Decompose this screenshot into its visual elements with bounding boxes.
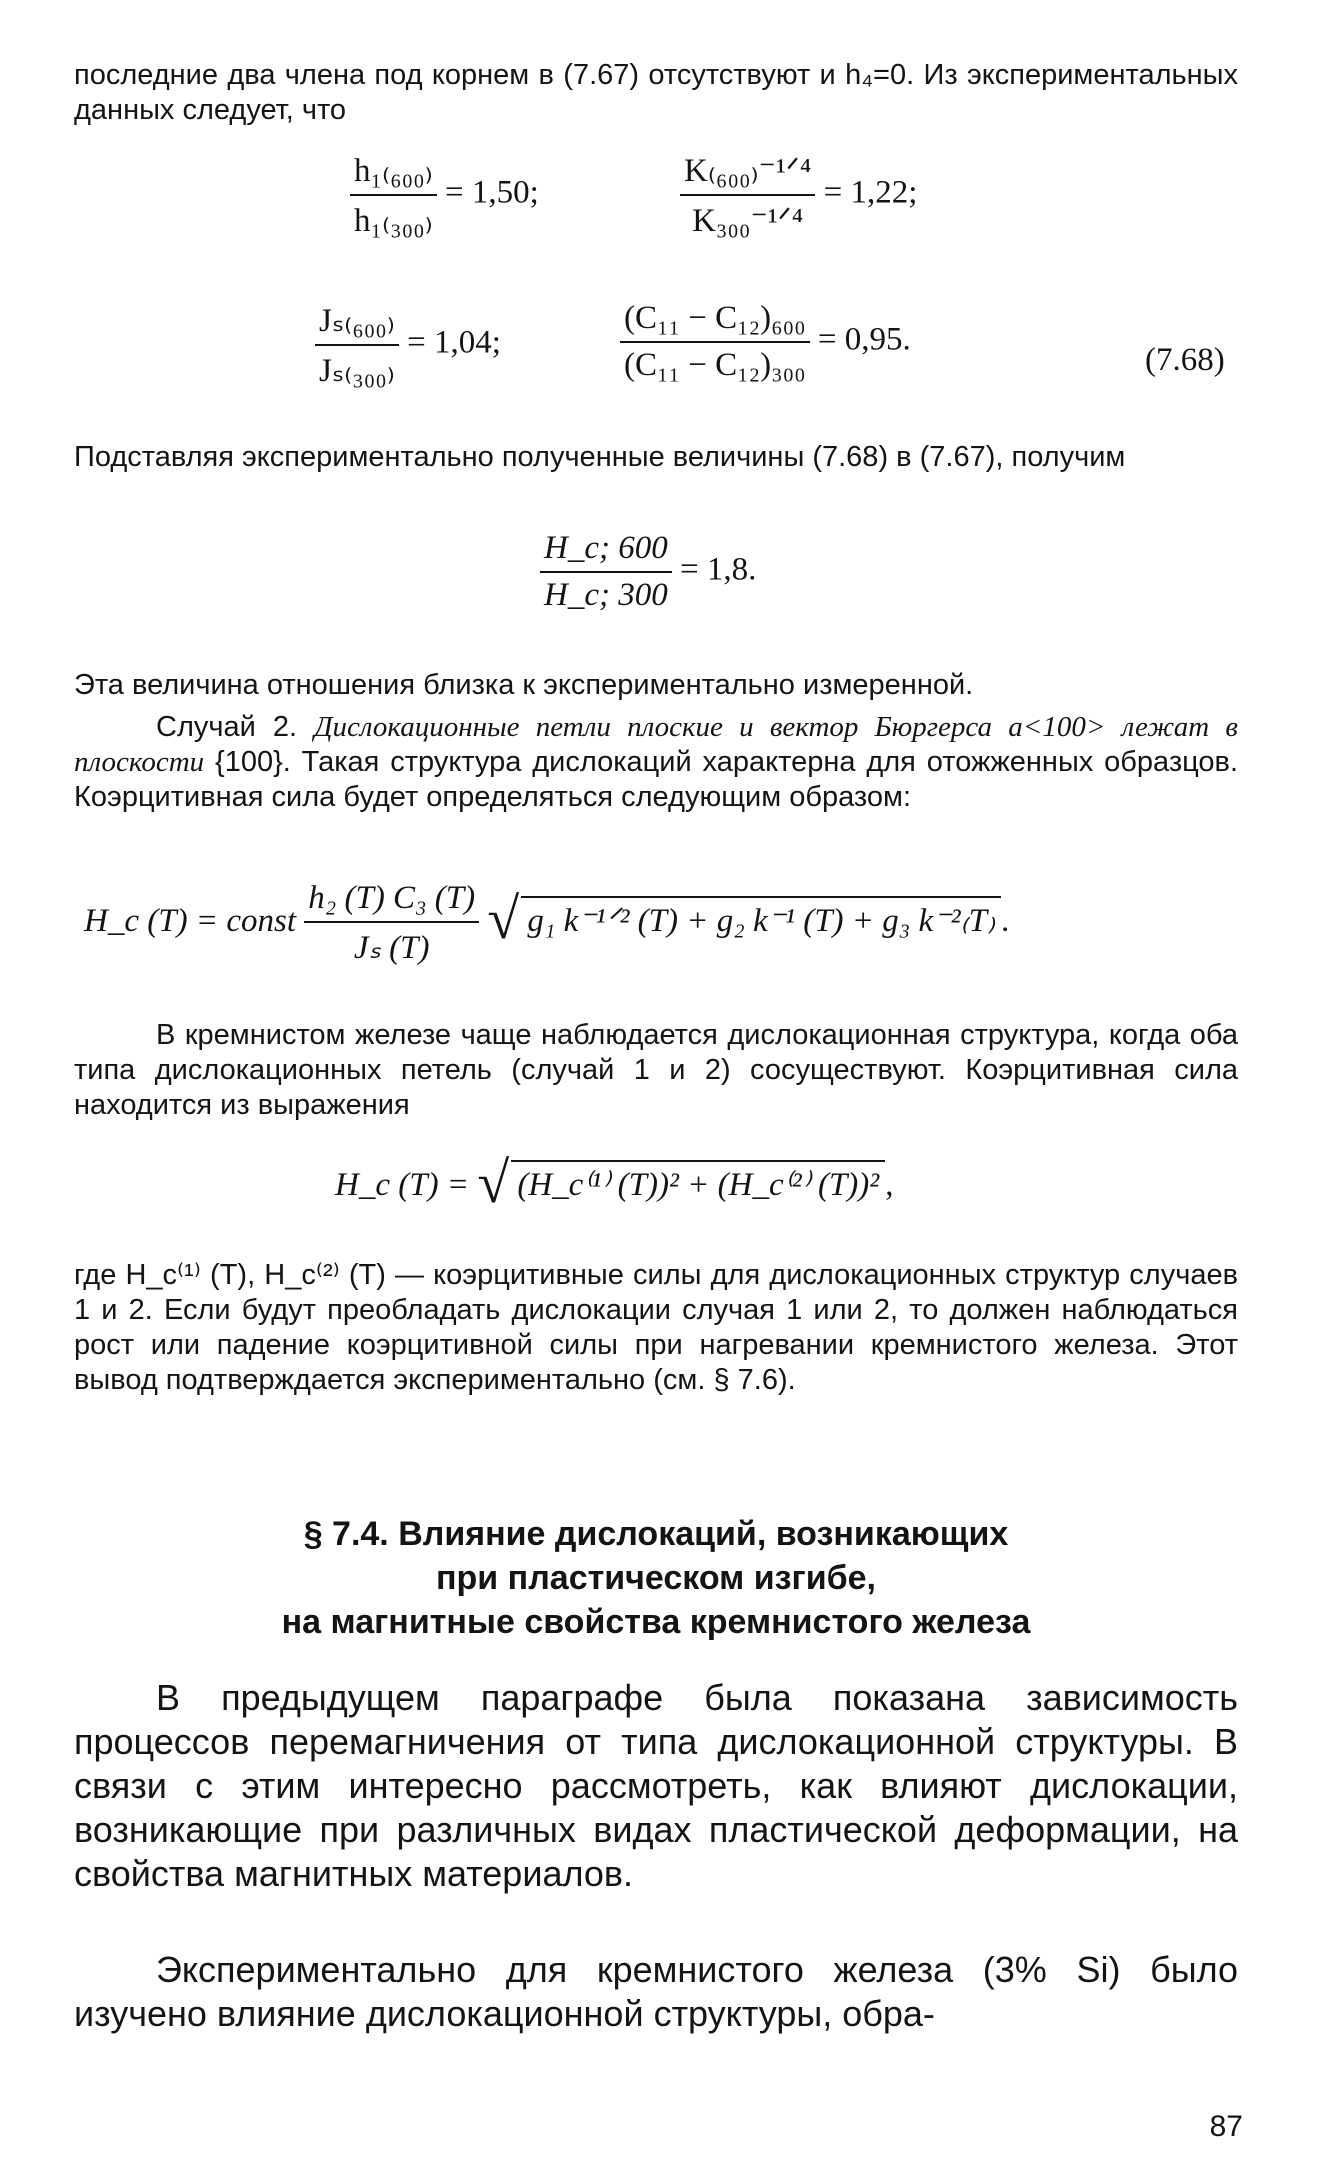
equation-hc-case2	[84, 880, 1009, 967]
radicand: g₁ k⁻¹ᐟ² (T) + g₂ k⁻¹ (T) + g₃ k⁻²₍T₎	[521, 896, 1001, 940]
equation-lhs: H_c (T) = const	[84, 903, 296, 940]
equation-tail: ,	[885, 1167, 894, 1203]
square-root	[487, 886, 1001, 952]
page-number: 87	[1209, 2110, 1243, 2143]
equation-value: = 1,22;	[823, 174, 918, 211]
section-heading	[74, 1512, 1238, 1644]
radicand: (H_c⁽¹⁾ (T))² + (H_c⁽²⁾ (T))²	[511, 1160, 885, 1204]
fraction-numerator: Jₛ₍₆₀₀₎	[315, 300, 399, 346]
fraction-numerator: (C₁₁ − C₁₂)₆₀₀	[620, 300, 810, 343]
paragraph-substitution: Подставляя экспериментально полученные величины (7.68) в (7.67), получим	[74, 441, 1126, 473]
equation-ratio-js	[315, 300, 501, 390]
paragraph-explanation: где H_c⁽¹⁾ (T), H_c⁽²⁾ (T) — коэрцитивные силы для дислокационных структур случаев 1 и 2. Если будут преобладать дислокации случая 1 или 2, то должен наблюдаться рост или падение коэрцитивной силы при нагревании кремнистого железа. Этот вывод подтверждается экспериментально (см. § 7.6).	[74, 1259, 1238, 1396]
equation-hc-ratio	[540, 530, 756, 614]
equation-ratio-h1	[350, 150, 539, 240]
fraction-denominator: h₁₍₃₀₀₎	[354, 203, 433, 239]
paragraph-conclusion: Эта величина отношения близка к экспериментально измеренной.	[74, 669, 974, 701]
equation-number: (7.68)	[1145, 342, 1225, 378]
fraction-numerator: H_c; 600	[540, 530, 672, 573]
paragraph-case-2	[74, 710, 1238, 815]
heading-line: на магнитные свойства кремнистого железа	[281, 1603, 1031, 1641]
paragraph-section-intro: В предыдущем параграфе была показана зависимость процессов перемагничения от типа дислокационной структуры. В связи с этим интересно рассмотреть, как влияют дислокации, возникающие при различных видах пластической деформации, на свойства магнитных материалов.	[74, 1677, 1238, 1894]
heading-line: при пластическом изгибе,	[436, 1559, 876, 1597]
paragraph-experiment: Экспериментально для кремнистого железа (3% Si) было изучено влияние дислокационной структуры, обра-	[74, 1949, 1238, 2034]
fraction-denominator: Jₛ₍₃₀₀₎	[319, 353, 395, 389]
equation-value: = 1,8.	[679, 551, 757, 588]
fraction-numerator: h₁₍₆₀₀₎	[350, 150, 437, 196]
paragraph-combined: В кремнистом железе чаще наблюдается дислокационная структура, когда оба типа дислокационных петель (случай 1 и 2) сосуществуют. Коэрцитивная сила находится из выражения	[74, 1019, 1238, 1121]
radical-sign-icon: √	[477, 1150, 510, 1215]
radical-sign-icon: √	[487, 886, 520, 952]
equation-value: = 1,50;	[444, 174, 539, 211]
heading-line: § 7.4. Влияние дислокаций, возникающих	[303, 1515, 1009, 1553]
fraction-denominator: H_c; 300	[544, 577, 668, 613]
equation-tail: .	[1001, 903, 1010, 940]
fraction-denominator: (C₁₁ − C₁₂)₃₀₀	[624, 347, 806, 383]
equation-hc-combined	[335, 1150, 894, 1215]
case-description: Дислокационные петли плоские и вектор Бюргерса a<100> лежат в плоскости	[74, 711, 1238, 778]
equation-ratio-k	[680, 150, 917, 240]
fraction-denominator: Jₛ (T)	[353, 930, 430, 966]
equation-value: = 0,95.	[817, 321, 911, 358]
paragraph-intro: последние два члена под корнем в (7.67) отсутствуют и h₄=0. Из экспериментальных данных следует, что	[74, 59, 1238, 126]
fraction-numerator: h₂ (T) C₃ (T)	[304, 880, 479, 923]
fraction-denominator: K₃₀₀⁻¹ᐟ⁴	[692, 203, 804, 239]
case-label: Случай 2.	[156, 711, 298, 743]
equation-value: = 1,04;	[407, 324, 501, 361]
case-text: {100}. Такая структура дислокаций характерна для отожженных образцов. Коэрцитивная сила будет определяться следующим образом:	[74, 746, 1238, 813]
equation-lhs: H_c (T) =	[335, 1167, 470, 1203]
square-root	[477, 1150, 885, 1215]
equation-ratio-c	[620, 300, 911, 384]
fraction-numerator: K₍₆₀₀₎⁻¹ᐟ⁴	[680, 150, 815, 196]
